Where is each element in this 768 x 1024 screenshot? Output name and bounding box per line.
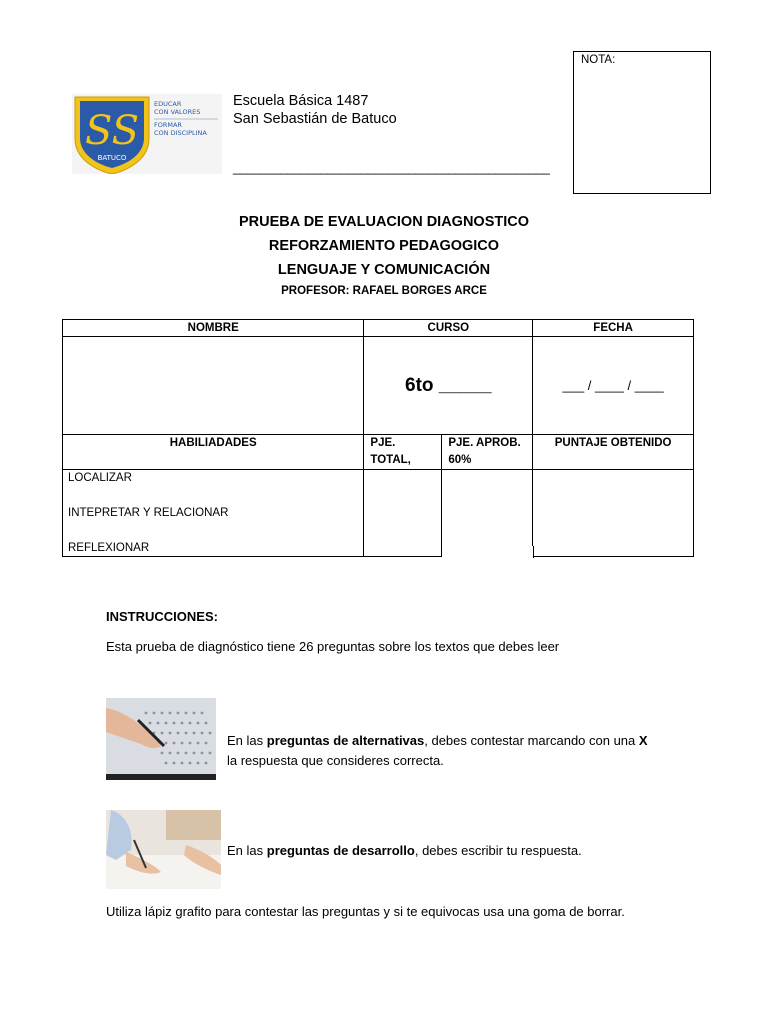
alternatives-instruction <box>227 731 648 771</box>
school-line-1: Escuela Básica 1487 <box>233 93 369 109</box>
instructions-heading: INSTRUCCIONES: <box>106 609 218 624</box>
signature-line: _______________________________________________ <box>233 160 550 175</box>
skill-reflexionar: REFLEXIONAR <box>68 542 150 554</box>
student-writing-photo <box>106 810 221 889</box>
fecha-field[interactable]: ___ / ____ / ____ <box>533 337 694 435</box>
skill-localizar: LOCALIZAR <box>68 472 132 484</box>
logo-motto-1: EDUCAR <box>154 100 182 108</box>
header-pje-aprob: PJE. APROB. 60% <box>442 435 533 470</box>
logo-motto-4: CON DISCIPLINA <box>154 129 207 137</box>
instructions-intro: Esta prueba de diagnóstico tiene 26 preguntas sobre los textos que debes leer <box>106 639 560 654</box>
dev-suffix: , debes escribir tu respuesta. <box>414 843 582 858</box>
alt-bold: preguntas de alternativas <box>266 733 425 748</box>
pje-total-field[interactable] <box>364 470 442 557</box>
logo-motto-3: FORMAR <box>154 121 182 129</box>
nombre-field[interactable] <box>63 337 364 435</box>
logo-motto-2: CON VALORES <box>154 108 201 116</box>
curso-field[interactable]: 6to _____ <box>364 337 533 435</box>
header-habilidades: HABILIADADES <box>63 435 364 470</box>
title-line-1: PRUEBA DE EVALUACION DIAGNOSTICO <box>238 214 529 230</box>
dev-bold: preguntas de desarrollo <box>266 843 415 858</box>
dev-prefix: En las <box>227 843 267 858</box>
grade-box[interactable] <box>573 51 711 194</box>
cell-gap <box>443 546 534 558</box>
school-logo <box>72 94 222 174</box>
header-fecha: FECHA <box>533 320 694 337</box>
title-block <box>0 210 768 300</box>
grade-label: NOTA: <box>581 54 616 66</box>
pje-aprob-field[interactable] <box>442 470 533 557</box>
header-puntaje-obtenido: PUNTAJE OBTENIDO <box>533 435 694 470</box>
answer-sheet-photo <box>106 698 216 780</box>
logo-ring-text: BATUCO <box>97 154 127 162</box>
school-name <box>233 92 397 128</box>
puntaje-obtenido-field[interactable] <box>533 470 694 557</box>
logo-letters: SS <box>84 108 140 154</box>
header-curso: CURSO <box>364 320 533 337</box>
header-pje-total: PJE. TOTAL, <box>364 435 442 470</box>
alt-middle: , debes contestar marcando con una <box>424 733 639 748</box>
school-line-2: San Sebastián de Batuco <box>233 111 397 127</box>
header-nombre: NOMBRE <box>63 320 364 337</box>
alt-x: X <box>638 733 648 748</box>
student-info-table <box>62 319 694 557</box>
skill-interpretar: INTEPRETAR Y RELACIONAR <box>68 507 229 519</box>
professor-name: PROFESOR: RAFAEL BORGES ARCE <box>281 285 487 297</box>
alt-line-2: la respuesta que consideres correcta. <box>227 753 444 768</box>
title-line-2: REFORZAMIENTO PEDAGOGICO <box>268 238 500 254</box>
closing-instruction: Utiliza lápiz grafito para contestar las preguntas y si te equivocas usa una goma de borrar. <box>106 904 625 919</box>
alt-prefix: En las <box>227 733 267 748</box>
development-instruction <box>227 843 582 858</box>
title-line-3: LENGUAJE Y COMUNICACIÓN <box>277 262 491 278</box>
